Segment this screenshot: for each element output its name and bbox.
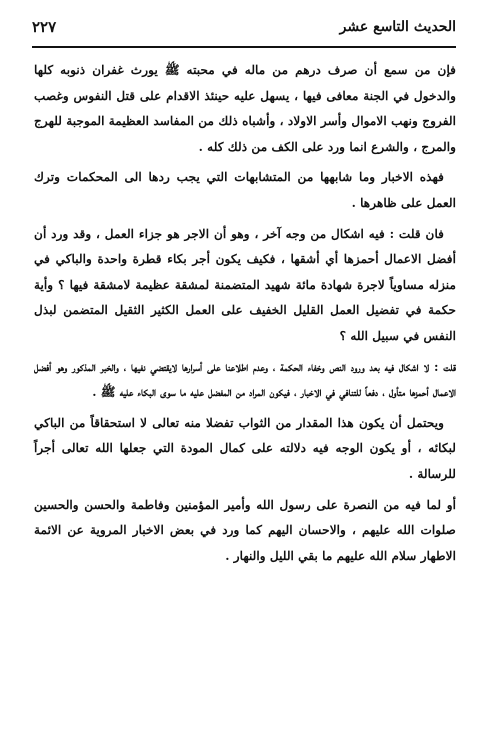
paragraph-3: فان قلت : فيه اشكال من وجه آخر ، وهو أن الاجر هو جزاء العمل ، وقد ورد أن أفضل الاعمال أحمزها أي أشقها ، فكيف يكون أجر بكاء قطرة واحدة والباكي في منزله مساوياً لاجرة شهادة مائة شهيد المتضمنة لمشقة عظيمة لامشقة فيها ؟ وأية حكمة في تفضيل العمل القليل الخفيف على العمل الكثير الثقيل المتضمن لبذل النفس في سبيل الله ؟ [34,226,456,343]
paragraph-2: فهذه الاخبار وما شابهها من المتشابهات التي يجب ردها الى المحكمات وترك العمل على ظاهرها . [34,170,456,210]
page-body [34,58,456,574]
page-header [32,10,456,44]
running-title: الحديث التاسع عشر [339,19,456,35]
header-rule [32,46,456,48]
paragraph-5: ويحتمل أن يكون هذا المقدار من الثواب تفضلا منه تعالى لا استحقاقاً من الباكي لبكائه ، أو يكون الوجه فيه دلالته على كمال المودة التي جعلها الله تعالى أجراً للرسالة . [34,415,456,481]
paragraph-6: أو لما فيه من النصرة على رسول الله وأمير المؤمنين وفاطمة والحسن والحسين صلوات الله عليهم ، والاحسان اليهم كما ورد في بعض الاخبار المروية عن الائمة الاطهار سلام الله عليهم ما بقي الليل والنهار . [34,497,456,563]
paragraph-1: فإن من سمع أن صرف درهم من ماله في محبته ﷺ يورث غفران ذنوبه كلها والدخول في الجنة معافى فيها ، يسهل عليه حينئذ الاقدام على قتل النفوس وغصب الفروج ونهب الاموال وأسر الاولاد ، وأشباه ذلك من المفاسد العظيمة الموجبة للهرج والمرج ، والشرع انما ورد على الكف من ذلك كله . [34,63,456,154]
page-number: ٢٢٧ [32,18,57,36]
paragraph-4: قلت : لا اشكال فيه بعد ورود النص وخفاء الحكمة ، وعدم اطلاعنا على أسرارها لايقتضي نفيها ، والخبر المذكور وهو أفضل الاعمال أحمزها متأول ، دفعاً للتنافي في الاخبار ، فيكون المراد من المفضل عليه ما سوى البكاء عليه ﷺ . [34,359,456,400]
